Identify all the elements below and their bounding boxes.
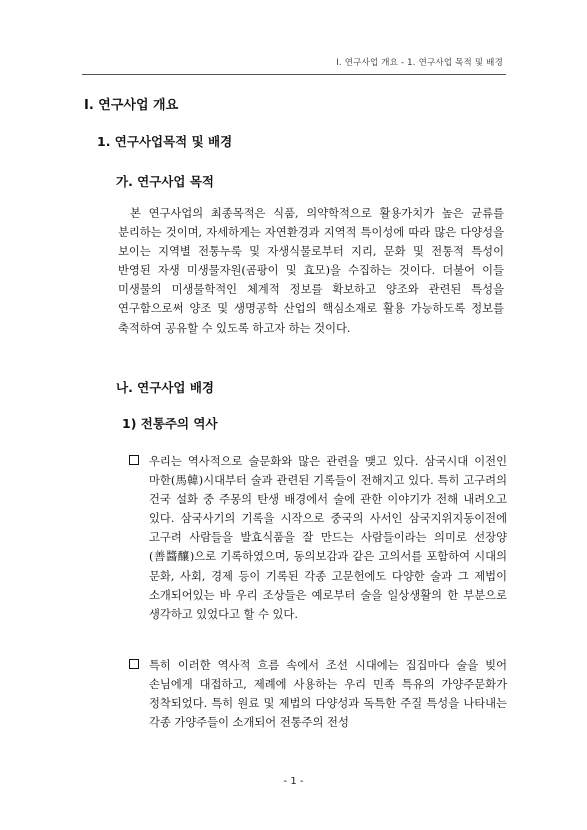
section-title: 1. 연구사업목적 및 배경 bbox=[97, 134, 233, 149]
square-bullet-icon bbox=[129, 659, 139, 669]
history-item-title: 1) 전통주의 역사 bbox=[122, 416, 218, 431]
bullet-text: 우리는 역사적으로 술문화와 많은 관련을 맺고 있다. 삼국시대 이전인 마한(馬韓)시대부터 술과 관련된 기록들이 전해지고 있다. 특히 고구려의 건국 설화 중 주몽의 탄생 배경에서 술에 관한 이야기가 전해 내려오고 있다. 삼국사기의 기록을 시작으로 중국의 사서인 삼국지위지동이전에 고구려 사람들을 발효식품을 잘 만드는 사람들이라는 의미로 선장양(善醬釀)으로 기록하였으며, 동의보감과 같은 고의서를 포함하여 시대의 문화, 사회, 경제 등이 기록된 각종 고문헌에도 다양한 술과 그 제법이 소개되어있는 바 우리 조상들은 예로부터 술을 일상생활의 한 부분으로 생각하고 있었다고 할 수 있다. bbox=[149, 455, 507, 621]
subsection-purpose-title: 가. 연구사업 목적 bbox=[116, 174, 214, 189]
page-number: - 1 - bbox=[283, 776, 304, 787]
subsection-background-title: 나. 연구사업 배경 bbox=[116, 380, 214, 395]
chapter-title: Ⅰ. 연구사업 개요 bbox=[84, 98, 179, 113]
bullet-item bbox=[129, 452, 507, 624]
running-header: I. 연구사업 개요 - 1. 연구사업 목적 및 배경 bbox=[336, 58, 503, 68]
purpose-paragraph: 본 연구사업의 최종목적은 식품, 의약학적으로 활용가치가 높은 균류를 분리하는 것이며, 자세하게는 자연환경과 지역적 특이성에 따라 많은 다양성을 보이는 지역별 전통누룩 및 자생식물로부터 지리, 문화 및 전통적 특성이 반영된 자생 미생물자원(곰팡이 및 효모)을 수집하는 것이다. 더불어 이들 미생물의 미생물학적인 체계적 정보를 확보하고 양조와 관련된 특성을 연구함으로써 양조 및 생명공학 산업의 핵심소재로 활용 가능하도록 정보를 축적하여 공유할 수 있도록 하고자 하는 것이다. bbox=[118, 207, 504, 335]
header-rule bbox=[82, 74, 506, 75]
bullet-item bbox=[129, 656, 507, 732]
square-bullet-icon bbox=[129, 455, 139, 465]
bullet-text: 특히 이러한 역사적 흐름 속에서 조선 시대에는 집집마다 술을 빚어 손님에게 대접하고, 제례에 사용하는 우리 민족 특유의 가양주문화가 정착되었다. 특히 원료 및 제법의 다양성과 독특한 주질 특성을 나타내는 각종 가양주들이 소개되어 전통주의 전성 bbox=[149, 659, 507, 730]
